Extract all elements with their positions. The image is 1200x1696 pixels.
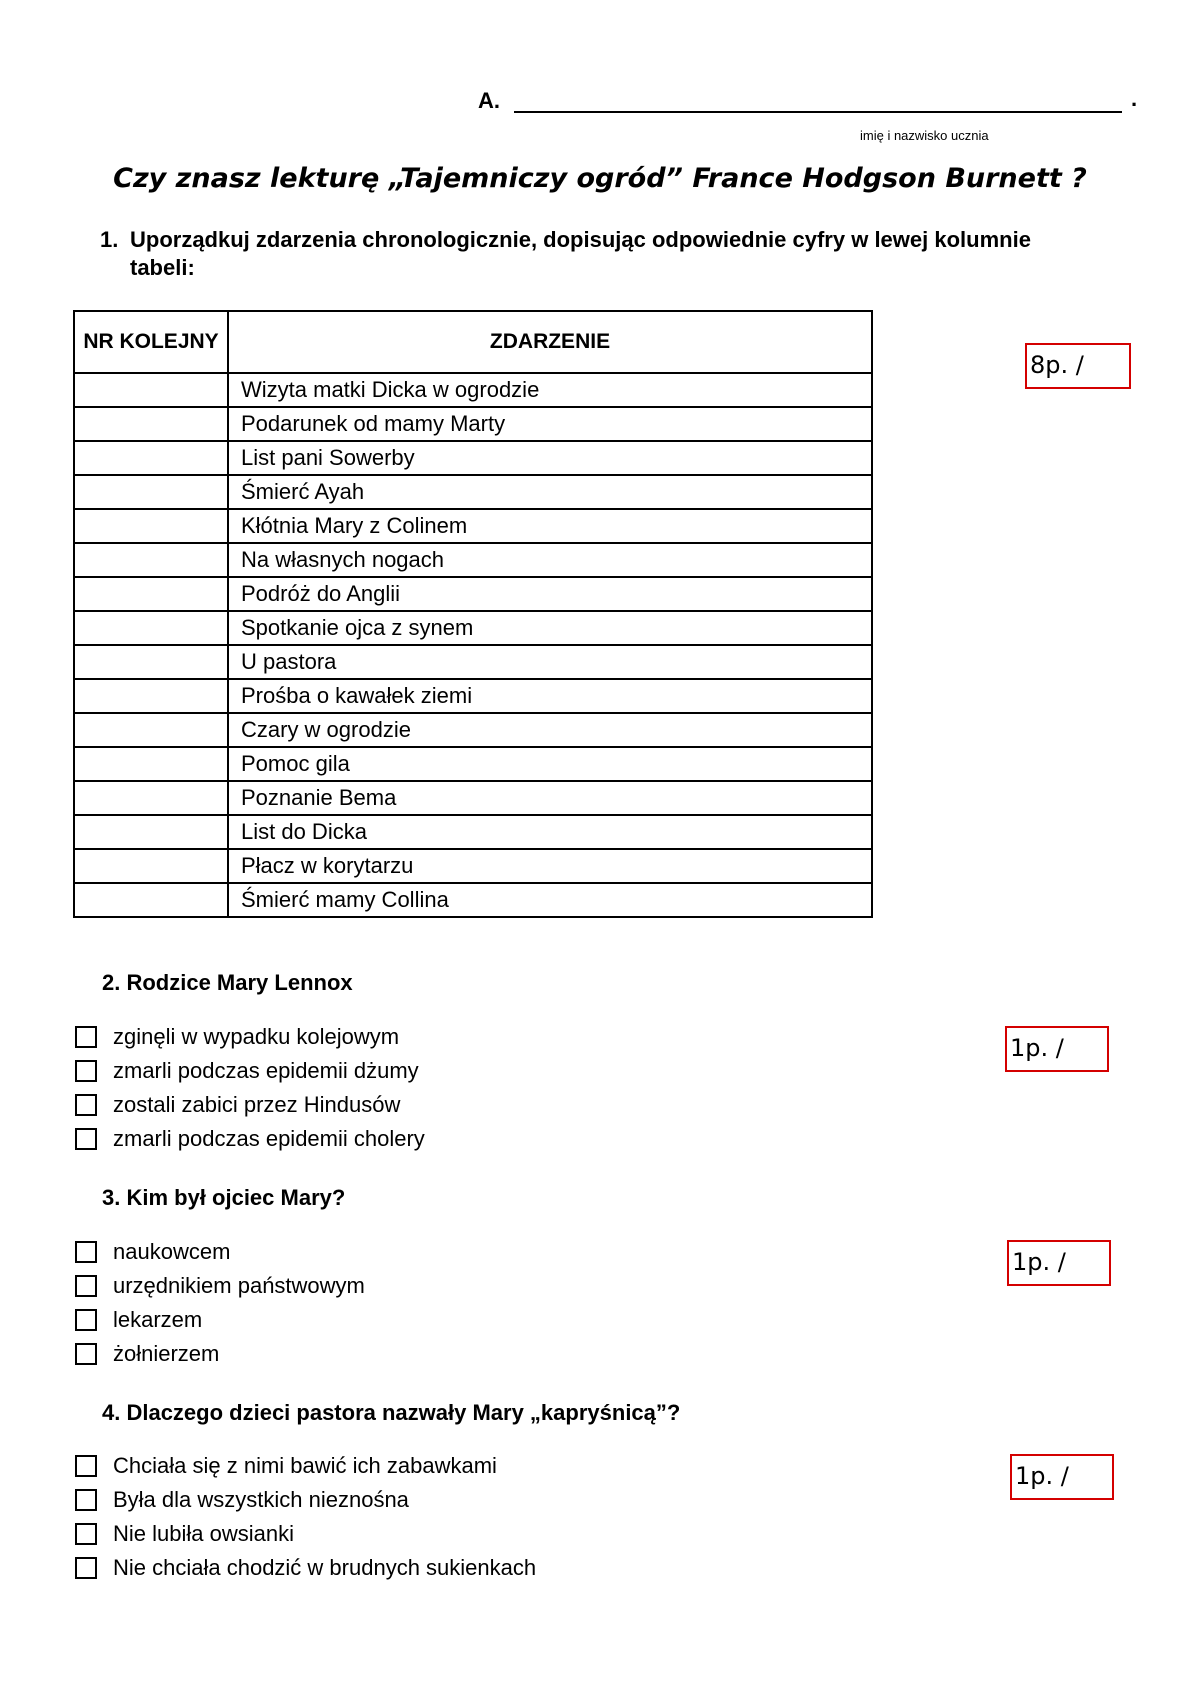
events-table bbox=[73, 310, 873, 918]
order-number-cell[interactable] bbox=[74, 407, 228, 441]
option-item[interactable] bbox=[75, 1088, 425, 1122]
column-header-event: ZDARZENIE bbox=[228, 311, 872, 373]
table-row bbox=[74, 747, 872, 781]
order-number-cell[interactable] bbox=[74, 679, 228, 713]
table-row bbox=[74, 645, 872, 679]
order-number-cell[interactable] bbox=[74, 815, 228, 849]
checkbox[interactable] bbox=[75, 1060, 97, 1082]
event-cell: Prośba o kawałek ziemi bbox=[228, 679, 872, 713]
checkbox[interactable] bbox=[75, 1309, 97, 1331]
column-header-number bbox=[74, 311, 228, 373]
option-item[interactable] bbox=[75, 1020, 425, 1054]
table-row bbox=[74, 849, 872, 883]
score-box-q4: 1p. / bbox=[1010, 1454, 1114, 1500]
checkbox[interactable] bbox=[75, 1026, 97, 1048]
table-row bbox=[74, 577, 872, 611]
option-item[interactable] bbox=[75, 1054, 425, 1088]
event-cell: Spotkanie ojca z synem bbox=[228, 611, 872, 645]
event-cell: Czary w ogrodzie bbox=[228, 713, 872, 747]
option-label: naukowcem bbox=[113, 1239, 231, 1264]
checkbox[interactable] bbox=[75, 1128, 97, 1150]
option-label: urzędnikiem państwowym bbox=[113, 1273, 365, 1298]
event-cell: Wizyta matki Dicka w ogrodzie bbox=[228, 373, 872, 407]
order-number-cell[interactable] bbox=[74, 475, 228, 509]
option-label: zostali zabici przez Hindusów bbox=[113, 1092, 401, 1117]
event-cell: List do Dicka bbox=[228, 815, 872, 849]
table-row bbox=[74, 475, 872, 509]
question-3-title: 3. Kim był ojciec Mary? bbox=[102, 1185, 346, 1210]
order-number-cell[interactable] bbox=[74, 747, 228, 781]
question-1-heading bbox=[100, 226, 1140, 282]
checkbox[interactable] bbox=[75, 1489, 97, 1511]
question-3-options bbox=[75, 1235, 365, 1371]
checkbox[interactable] bbox=[75, 1241, 97, 1263]
table-row bbox=[74, 815, 872, 849]
order-number-cell[interactable] bbox=[74, 611, 228, 645]
question-2-options bbox=[75, 1020, 425, 1156]
checkbox[interactable] bbox=[75, 1094, 97, 1116]
events-table-body bbox=[74, 373, 872, 917]
event-cell: Pomoc gila bbox=[228, 747, 872, 781]
table-row bbox=[74, 713, 872, 747]
event-cell: Podróż do Anglii bbox=[228, 577, 872, 611]
name-line-end-dot: . bbox=[1131, 86, 1138, 111]
table-row bbox=[74, 509, 872, 543]
option-item[interactable] bbox=[75, 1337, 365, 1371]
option-item[interactable] bbox=[75, 1483, 536, 1517]
table-row bbox=[74, 373, 872, 407]
table-row bbox=[74, 611, 872, 645]
checkbox[interactable] bbox=[75, 1275, 97, 1297]
order-number-cell[interactable] bbox=[74, 543, 228, 577]
event-cell: Poznanie Bema bbox=[228, 781, 872, 815]
event-cell: List pani Sowerby bbox=[228, 441, 872, 475]
event-cell: Śmierć mamy Collina bbox=[228, 883, 872, 917]
order-number-cell[interactable] bbox=[74, 577, 228, 611]
question-1-text-line2: tabeli: bbox=[130, 255, 195, 280]
option-item[interactable] bbox=[75, 1269, 365, 1303]
table-row bbox=[74, 781, 872, 815]
order-number-cell[interactable] bbox=[74, 373, 228, 407]
score-box-q1: 8p. / bbox=[1025, 343, 1131, 389]
table-row bbox=[74, 441, 872, 475]
order-number-cell[interactable] bbox=[74, 713, 228, 747]
event-cell: U pastora bbox=[228, 645, 872, 679]
question-1-text-line1: Uporządkuj zdarzenia chronologicznie, dopisując odpowiednie cyfry w lewej kolumnie bbox=[130, 227, 1031, 252]
student-name-line[interactable] bbox=[514, 111, 1122, 113]
checkbox[interactable] bbox=[75, 1343, 97, 1365]
checkbox[interactable] bbox=[75, 1455, 97, 1477]
order-number-cell[interactable] bbox=[74, 645, 228, 679]
checkbox[interactable] bbox=[75, 1557, 97, 1579]
checkbox[interactable] bbox=[75, 1523, 97, 1545]
question-1-number: 1. bbox=[100, 227, 119, 252]
student-name-caption: imię i nazwisko ucznia bbox=[860, 128, 989, 143]
column-header-number-label: NR KOLEJNY bbox=[83, 330, 219, 353]
question-4-options bbox=[75, 1449, 536, 1585]
option-label: Nie lubiła owsianki bbox=[113, 1521, 294, 1546]
option-label: lekarzem bbox=[113, 1307, 203, 1332]
option-item[interactable] bbox=[75, 1122, 425, 1156]
score-box-q2: 1p. / bbox=[1005, 1026, 1109, 1072]
option-label: zmarli podczas epidemii cholery bbox=[113, 1126, 425, 1151]
option-label: Nie chciała chodzić w brudnych sukienkach bbox=[113, 1555, 537, 1580]
score-box-q3: 1p. / bbox=[1007, 1240, 1111, 1286]
event-cell: Płacz w korytarzu bbox=[228, 849, 872, 883]
table-row bbox=[74, 679, 872, 713]
table-row bbox=[74, 543, 872, 577]
option-label: zmarli podczas epidemii dżumy bbox=[113, 1058, 419, 1083]
option-item[interactable] bbox=[75, 1449, 536, 1483]
option-label: żołnierzem bbox=[113, 1341, 220, 1366]
order-number-cell[interactable] bbox=[74, 509, 228, 543]
option-item[interactable] bbox=[75, 1303, 365, 1337]
event-cell: Na własnych nogach bbox=[228, 543, 872, 577]
table-row bbox=[74, 407, 872, 441]
question-2-title: 2. Rodzice Mary Lennox bbox=[102, 970, 353, 995]
table-row bbox=[74, 883, 872, 917]
question-4-title: 4. Dlaczego dzieci pastora nazwały Mary „kapryśnicą”? bbox=[102, 1400, 681, 1425]
option-item[interactable] bbox=[75, 1551, 536, 1585]
name-label: A. bbox=[478, 88, 500, 113]
option-item[interactable] bbox=[75, 1235, 365, 1269]
order-number-cell[interactable] bbox=[74, 441, 228, 475]
event-cell: Śmierć Ayah bbox=[228, 475, 872, 509]
option-label: Była dla wszystkich nieznośna bbox=[113, 1487, 409, 1512]
order-number-cell[interactable] bbox=[74, 781, 228, 815]
event-cell: Podarunek od mamy Marty bbox=[228, 407, 872, 441]
option-label: Chciała się z nimi bawić ich zabawkami bbox=[113, 1453, 497, 1478]
order-number-cell[interactable] bbox=[74, 849, 228, 883]
event-cell: Kłótnia Mary z Colinem bbox=[228, 509, 872, 543]
option-label: zginęli w wypadku kolejowym bbox=[113, 1024, 400, 1049]
option-item[interactable] bbox=[75, 1517, 536, 1551]
order-number-cell[interactable] bbox=[74, 883, 228, 917]
page-title: Czy znasz lekturę „Tajemniczy ogród” France Hodgson Burnett ? bbox=[113, 163, 1087, 194]
